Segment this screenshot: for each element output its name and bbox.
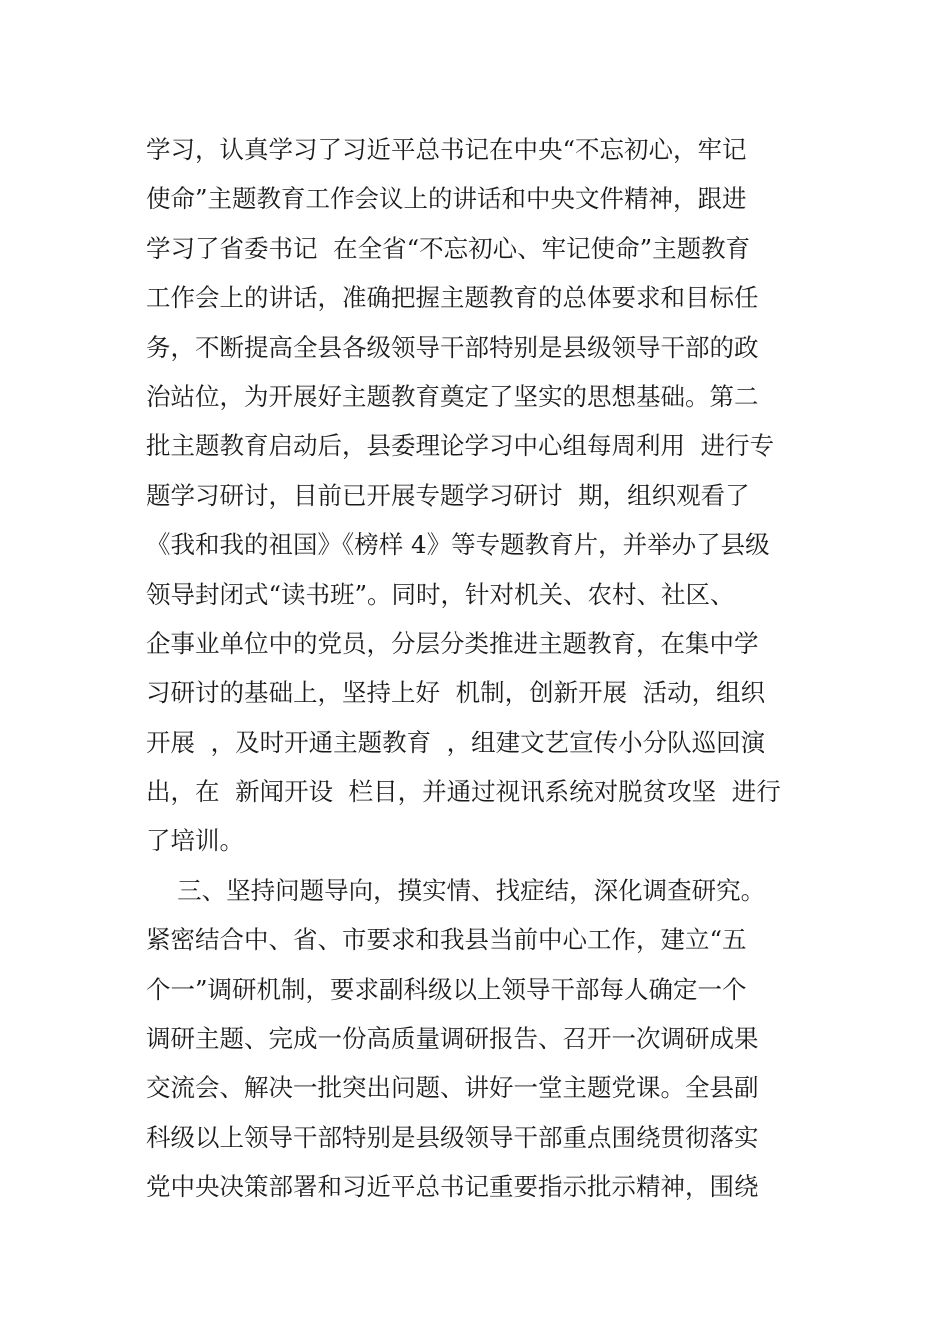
- text-line: 了培训。: [146, 826, 244, 856]
- text-line: 紧密结合中、省、市要求和我县当前中心工作，建立“五: [146, 925, 747, 955]
- text-line: 开展 ，及时开通主题教育 ，组建文艺宣传小分队巡回演: [146, 727, 766, 757]
- text-line: 题学习研讨，目前已开展专题学习研讨 期，组织观看了: [146, 480, 750, 510]
- text-line: 工作会上的讲话，准确把握主题教育的总体要求和目标任: [146, 283, 759, 313]
- text-line: 批主题教育启动后，县委理论学习中心组每周利用 进行专: [146, 431, 775, 461]
- text-line: 出，在 新闻开设 栏目，并通过视讯系统对脱贫攻坚 进行: [146, 777, 781, 807]
- text-line: 个一”调研机制，要求副科级以上领导干部每人确定一个: [146, 974, 747, 1004]
- text-line: 务，不断提高全县各级领导干部特别是县级领导干部的政: [146, 332, 759, 362]
- text-line: 调研主题、完成一份高质量调研报告、召开一次调研成果: [146, 1024, 759, 1054]
- text-line: 学习了省委书记 在全省“不忘初心、牢记使命”主题教育: [146, 233, 751, 263]
- text-line: 习研讨的基础上，坚持上好 机制，创新开展 活动，组织: [146, 678, 766, 708]
- text-line: 交流会、解决一批突出问题、讲好一堂主题党课。全县副: [146, 1073, 759, 1103]
- text-line: 学习，认真学习了习近平总书记在中央“不忘初心，牢记: [146, 135, 747, 164]
- body-text: [146, 125, 816, 1212]
- text-line: 治站位，为开展好主题教育奠定了坚实的思想基础。第二: [146, 381, 759, 411]
- text-line: 企事业单位中的党员，分层分类推进主题教育，在集中学: [146, 628, 759, 658]
- text-line: 《我和我的祖国》《榜样 4》等专题教育片，并举办了县级: [146, 530, 770, 560]
- text-line: 科级以上领导干部特别是县级领导干部重点围绕贯彻落实: [146, 1122, 759, 1152]
- section-heading-line: 三、坚持问题导向，摸实情、找症结，深化调查研究。: [146, 875, 766, 905]
- text-line: 领导封闭式“读书班”。同时，针对机关、农村、社区、: [146, 579, 735, 609]
- text-line: 党中央决策部署和习近平总书记重要指示批示精神，围绕: [146, 1172, 759, 1202]
- text-line: 使命”主题教育工作会议上的讲话和中央文件精神，跟进: [146, 184, 747, 214]
